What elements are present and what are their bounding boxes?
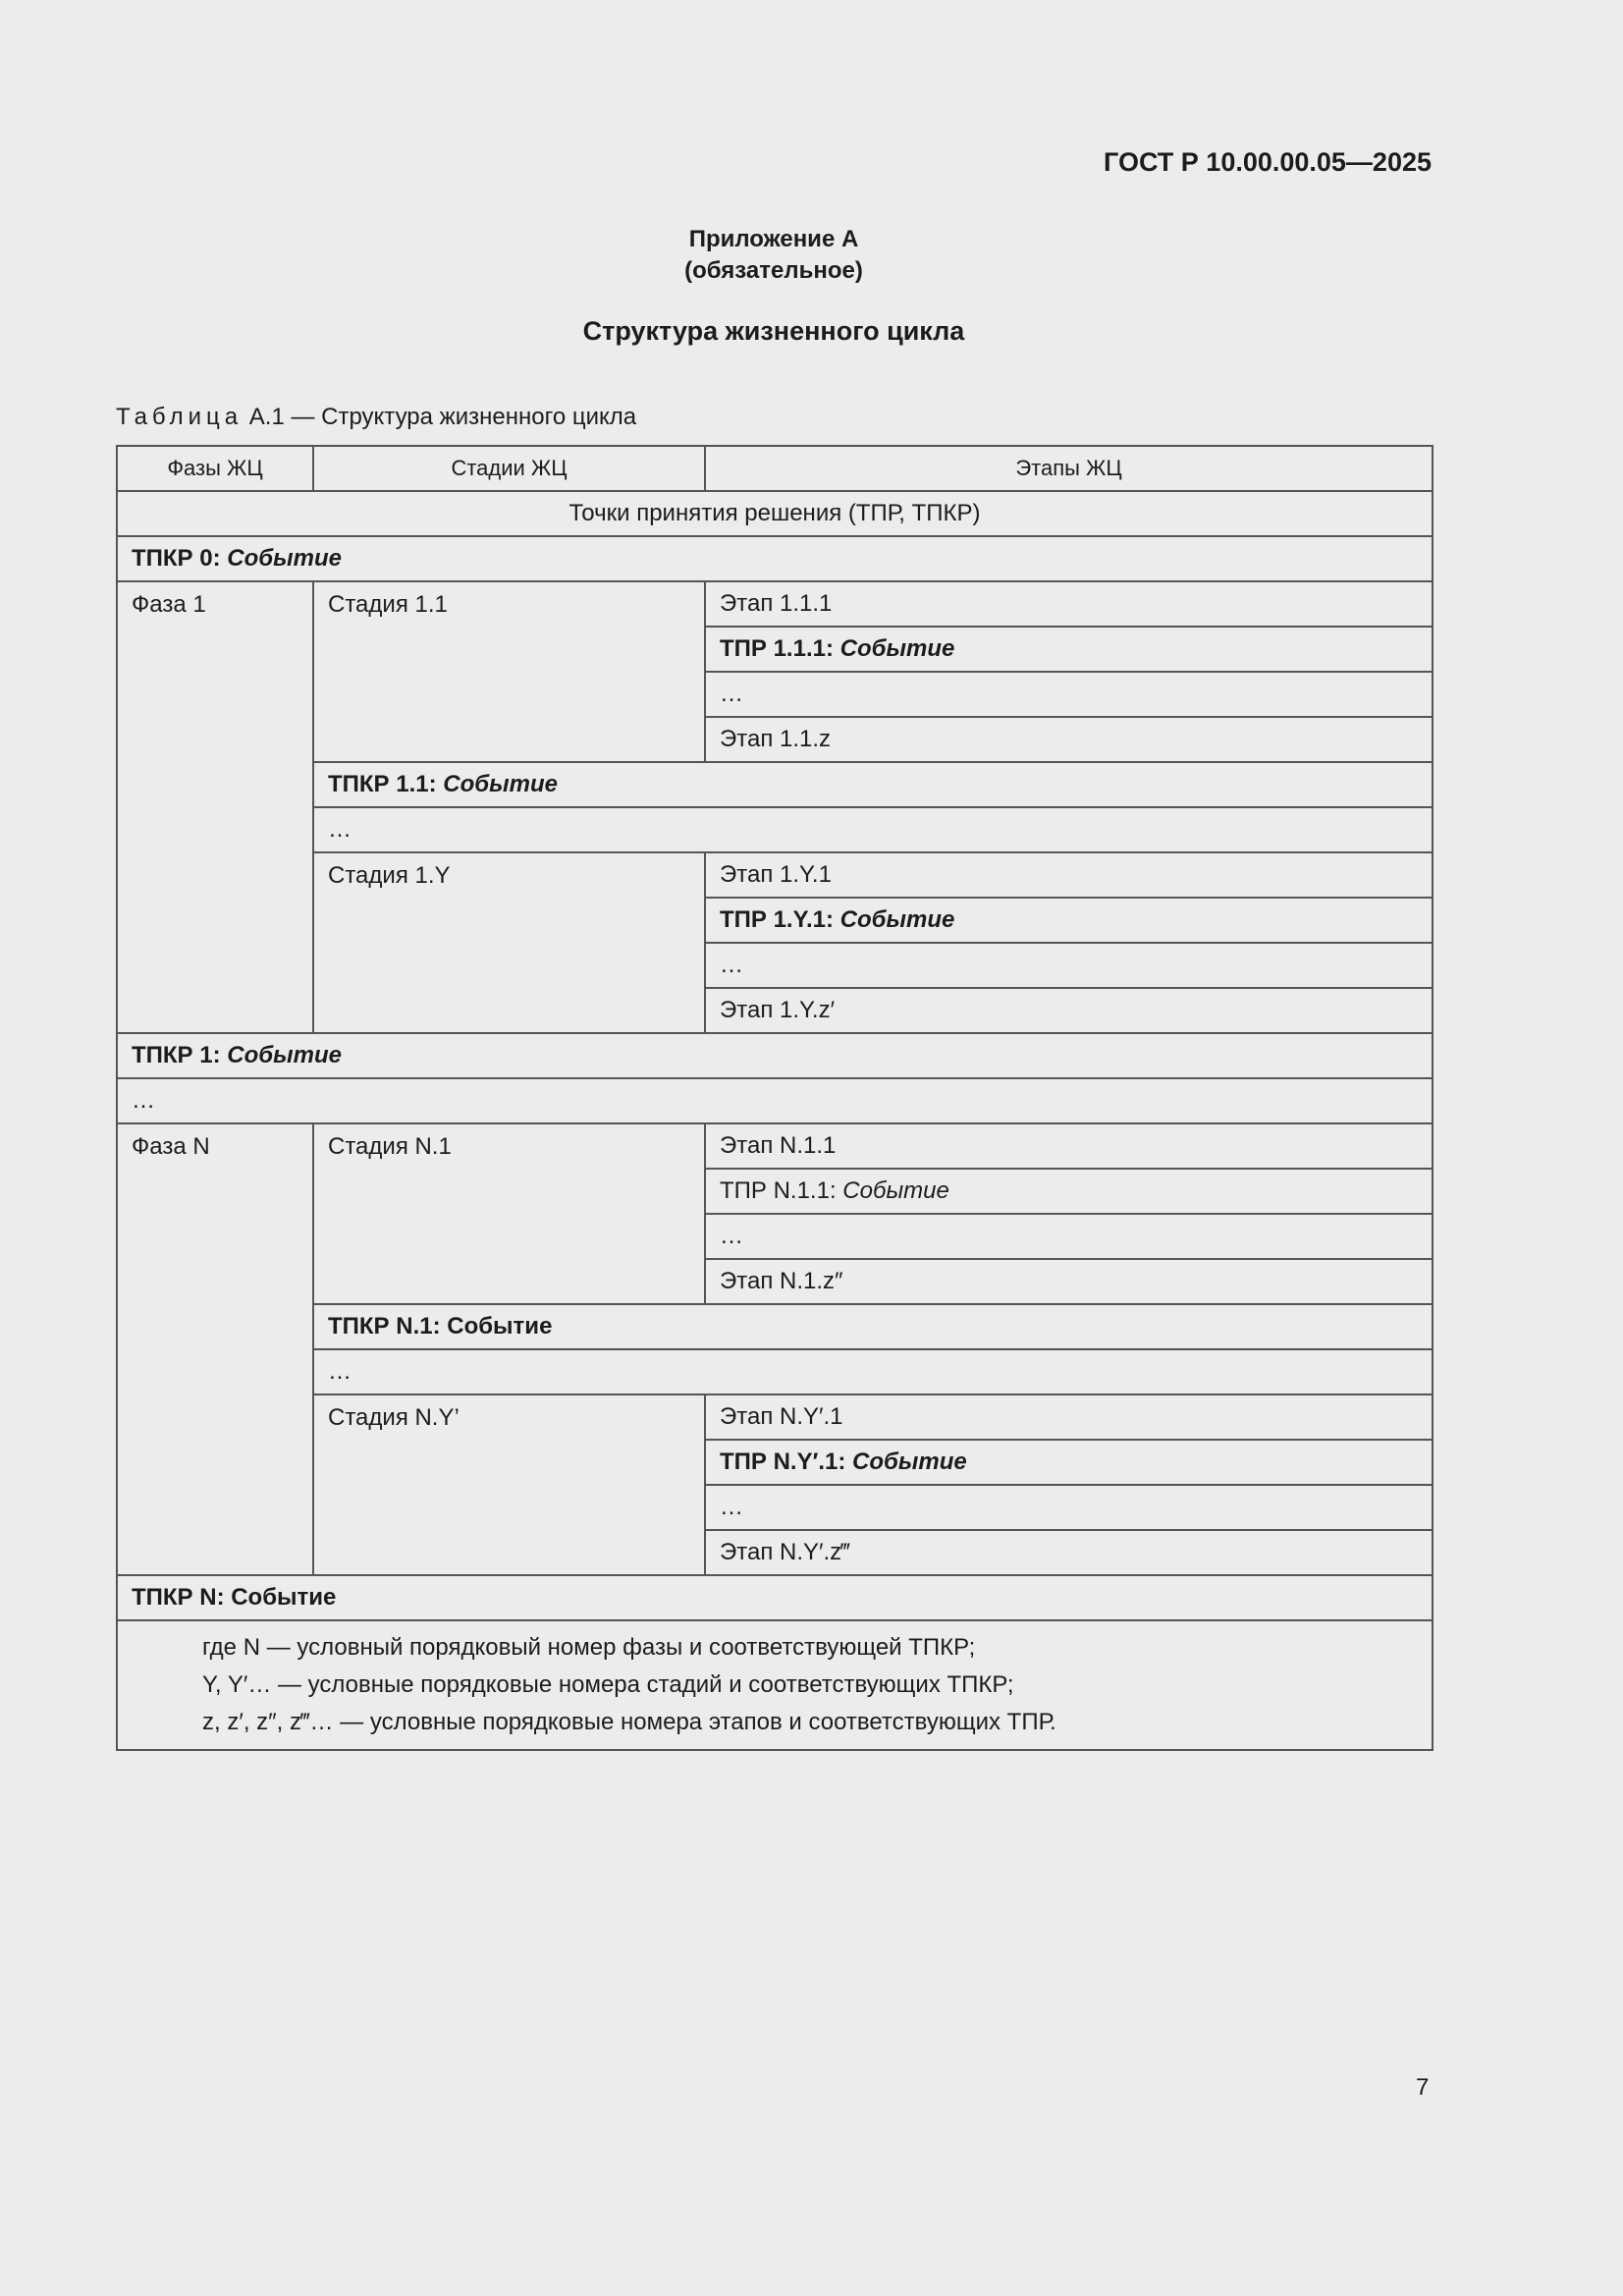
step-cell: Этап N.Y′.z‴ — [705, 1530, 1433, 1575]
ellipsis-cell: … — [313, 807, 1433, 852]
ellipsis-phases-row: … — [117, 1078, 1433, 1123]
table-row — [117, 1575, 1433, 1620]
table-caption — [116, 404, 636, 431]
stage-n-1-cell: Стадия N.1 — [313, 1123, 705, 1304]
table-row — [117, 1033, 1433, 1078]
tpkr-label: ТПКР 1: — [132, 1041, 228, 1068]
table-row — [117, 1349, 1433, 1394]
table-row — [117, 1078, 1433, 1123]
tpr-label: ТПР N.Y′.1: — [720, 1448, 853, 1475]
tpr-cell — [705, 898, 1433, 943]
section-title: Структура жизненного цикла — [582, 316, 965, 346]
column-header-stages: Стадии ЖЦ — [313, 446, 705, 491]
ellipsis-cell: … — [313, 1349, 1433, 1394]
ellipsis-cell: … — [705, 943, 1433, 988]
tpr-cell — [705, 1440, 1433, 1485]
step-cell: Этап N.1.1 — [705, 1123, 1433, 1169]
tpkr-n-row: ТПКР N: Событие — [117, 1575, 1433, 1620]
table-header-row — [117, 446, 1433, 491]
event-label: Событие — [852, 1448, 967, 1475]
ellipsis-cell: … — [705, 672, 1433, 717]
ellipsis-cell: … — [705, 1485, 1433, 1530]
step-cell: Этап N.1.z″ — [705, 1259, 1433, 1304]
tpkr-label: ТПКР 1.1: — [328, 770, 444, 797]
appendix-title: Приложение А — [688, 226, 859, 252]
table-row — [117, 762, 1433, 807]
decision-points-title: Точки принятия решения (ТПР, ТПКР) — [117, 491, 1433, 536]
note-line: Y, Y′… — условные порядковые номера стадий и соответствующих ТПКР; — [202, 1671, 1014, 1698]
table-row — [117, 1620, 1433, 1750]
tpkr-0-row — [117, 536, 1433, 581]
ellipsis-cell: … — [705, 1214, 1433, 1259]
tpkr-stage-cell: ТПКР N.1: Событие — [313, 1304, 1433, 1349]
event-label: Событие — [839, 905, 955, 933]
tpkr-label: ТПКР 0: — [132, 544, 228, 572]
event-label: Событие — [227, 1041, 342, 1068]
event-label: Событие — [842, 1176, 949, 1204]
tpkr-1-row — [117, 1033, 1433, 1078]
table-row — [117, 1304, 1433, 1349]
stage-1-y-cell: Стадия 1.Y — [313, 852, 705, 1033]
table-row — [117, 1394, 1433, 1440]
tpr-label: ТПР N.1.1: — [720, 1176, 843, 1204]
column-header-phases: Фазы ЖЦ — [117, 446, 313, 491]
step-cell: Этап 1.Y.z′ — [705, 988, 1433, 1033]
stage-n-y-cell: Стадия N.Y’ — [313, 1394, 705, 1575]
note-line: где N — условный порядковый номер фазы и соответствующей ТПКР; — [202, 1634, 976, 1661]
lifecycle-structure-table — [116, 445, 1434, 1751]
phase-n-cell: Фаза N — [117, 1123, 313, 1575]
note-line: z, z′, z″, z‴… — условные порядковые номера этапов и соответствующих ТПР. — [202, 1709, 1056, 1735]
step-cell: Этап N.Y′.1 — [705, 1394, 1433, 1440]
step-cell: Этап 1.1.1 — [705, 581, 1433, 627]
event-label: Событие — [839, 634, 955, 662]
page-number: 7 — [1416, 2074, 1430, 2101]
table-caption-text: А.1 — Структура жизненного цикла — [243, 404, 637, 430]
phase-1-cell: Фаза 1 — [117, 581, 313, 1033]
event-label: Событие — [227, 544, 342, 572]
column-header-steps: Этапы ЖЦ — [705, 446, 1433, 491]
step-cell: Этап 1.Y.1 — [705, 852, 1433, 898]
table-caption-prefix: Таблица — [116, 404, 243, 430]
stage-1-1-cell: Стадия 1.1 — [313, 581, 705, 762]
event-label: Событие — [443, 770, 558, 797]
tpr-label: ТПР 1.Y.1: — [720, 905, 840, 933]
table-notes — [117, 1620, 1433, 1750]
tpr-cell — [705, 1169, 1433, 1214]
step-cell: Этап 1.1.z — [705, 717, 1433, 762]
standard-designation: ГОСТ Р 10.00.00.05—2025 — [1104, 147, 1432, 177]
appendix-heading — [0, 224, 1547, 287]
table-row — [117, 852, 1433, 898]
table-row — [117, 536, 1433, 581]
tpr-label: ТПР 1.1.1: — [720, 634, 840, 662]
tpr-cell — [705, 627, 1433, 672]
table-row — [117, 581, 1433, 627]
table-row — [117, 491, 1433, 536]
table-row — [117, 807, 1433, 852]
tpkr-stage-cell — [313, 762, 1433, 807]
table-row — [117, 1123, 1433, 1169]
appendix-status: (обязательное) — [684, 257, 863, 284]
